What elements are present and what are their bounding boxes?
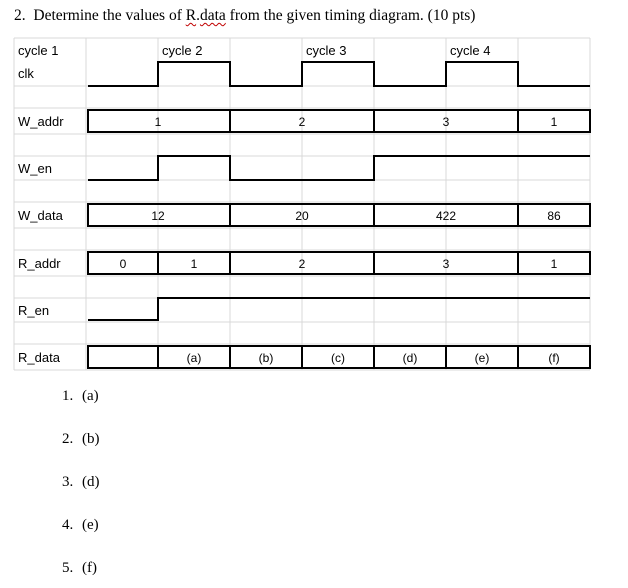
clk-label: clk xyxy=(18,66,34,81)
r-data-value: (f) xyxy=(548,351,560,365)
w-en-label: W_en xyxy=(18,161,52,176)
r-addr-value: 3 xyxy=(442,257,450,271)
question-data: data xyxy=(199,7,226,24)
cycle-1-label: cycle 1 xyxy=(18,43,59,58)
w-en-waveform xyxy=(88,156,590,180)
question-number: 2. xyxy=(14,7,26,24)
r-addr-value: 2 xyxy=(298,257,306,271)
r-data-label: R_data xyxy=(18,350,60,365)
w-addr-value: 2 xyxy=(298,115,306,129)
answer-label: (d) xyxy=(82,474,100,490)
r-data-value: (b) xyxy=(258,351,274,365)
r-addr-value: 1 xyxy=(550,257,558,271)
clk-waveform xyxy=(88,62,590,86)
w-addr-label: W_addr xyxy=(18,114,64,129)
answer-item xyxy=(62,431,100,448)
answer-number: 5. xyxy=(62,560,74,576)
cycle-3-label: cycle 3 xyxy=(306,43,347,58)
r-data-value: (c) xyxy=(331,351,345,365)
question-text-before: Determine the values of xyxy=(33,7,186,24)
answer-item xyxy=(62,388,99,405)
r-data-value: (a) xyxy=(186,351,202,365)
answer-item xyxy=(62,474,100,491)
w-addr-value: 1 xyxy=(550,115,558,129)
r-addr-value: 0 xyxy=(119,257,127,271)
w-data-value: 12 xyxy=(151,209,165,223)
answer-label: (a) xyxy=(82,388,99,404)
cycle-2-label: cycle 2 xyxy=(162,43,203,58)
answer-item xyxy=(62,560,97,577)
w-data-value: 422 xyxy=(435,209,457,223)
r-data-value: (e) xyxy=(474,351,490,365)
r-addr-bus xyxy=(88,252,590,274)
answer-label: (b) xyxy=(82,431,100,447)
answer-label: (f) xyxy=(82,560,97,576)
w-addr-value: 3 xyxy=(442,115,450,129)
w-data-label: W_data xyxy=(18,208,63,223)
cycle-4-label: cycle 4 xyxy=(450,43,491,58)
r-en-waveform xyxy=(88,298,590,320)
answer-number: 3. xyxy=(62,474,74,490)
question-dot: . xyxy=(196,7,200,24)
answer-label: (e) xyxy=(82,517,99,533)
w-addr-bus xyxy=(88,110,590,132)
w-addr-value: 1 xyxy=(154,115,162,129)
r-addr-label: R_addr xyxy=(18,256,61,271)
answer-item xyxy=(62,517,99,534)
w-data-value: 86 xyxy=(547,209,561,223)
question-text-after: from the given timing diagram. (10 pts) xyxy=(225,7,476,24)
answer-number: 2. xyxy=(62,431,74,447)
r-addr-value: 1 xyxy=(190,257,198,271)
r-data-value: (d) xyxy=(402,351,418,365)
r-en-label: R_en xyxy=(18,303,50,318)
w-data-value: 20 xyxy=(295,209,309,223)
question-r: R xyxy=(185,7,197,24)
answer-number: 1. xyxy=(62,388,74,404)
answer-number: 4. xyxy=(62,517,74,533)
